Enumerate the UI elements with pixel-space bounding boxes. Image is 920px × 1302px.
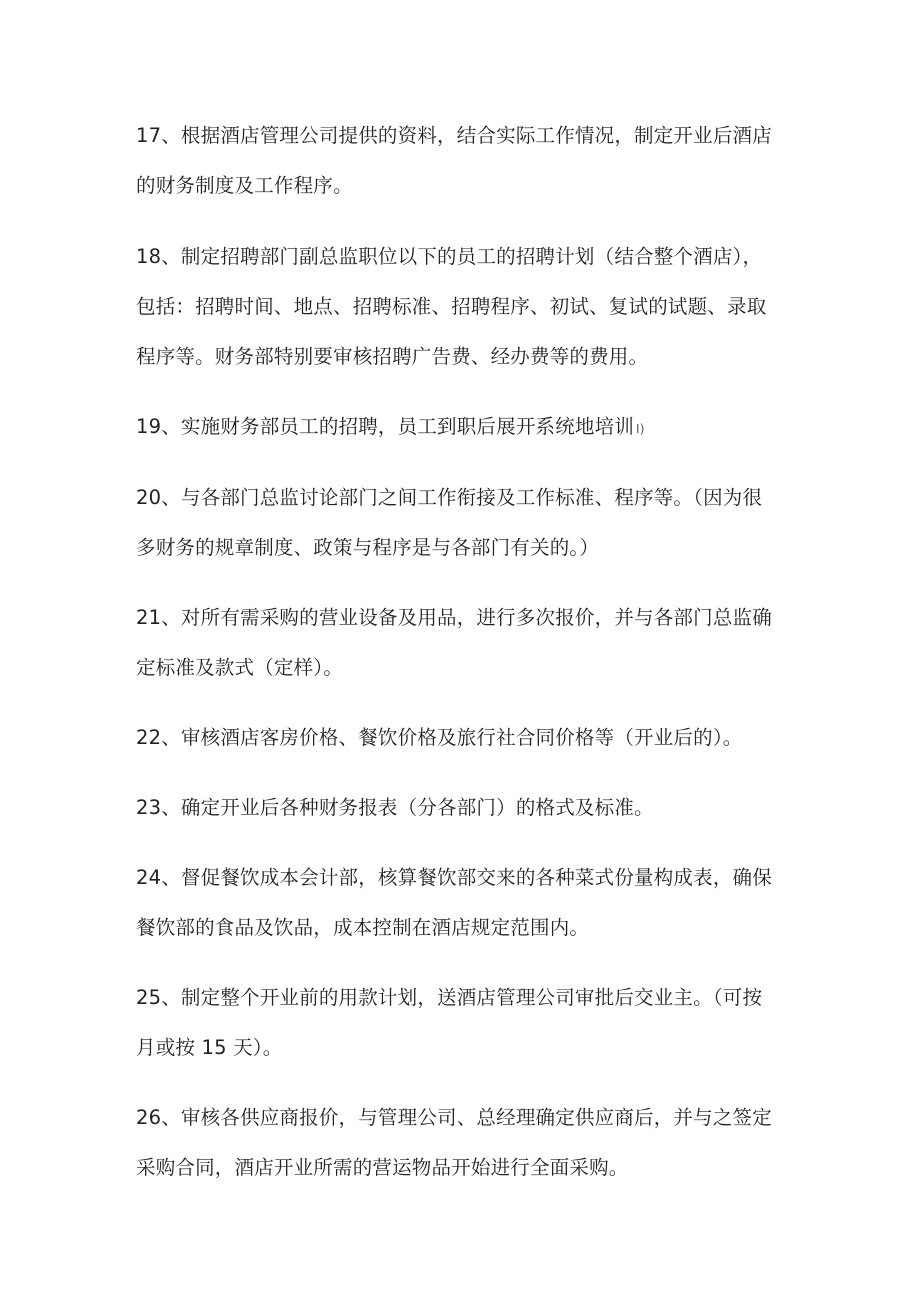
item-25-line-2: 月或按 15 天）。 [136,1036,283,1059]
item-21-line-1: 21、对所有需采购的营业设备及用品，进行多次报价，并与各部门总监确 [136,606,772,629]
item-23 [136,783,788,833]
item-19-trailing-mark: I) [636,422,645,436]
item-26-line-2: 采购合同，酒店开业所需的营运物品开始进行全面采购。 [136,1156,629,1179]
item-24 [136,853,788,953]
item-18-line-3: 程序等。财务部特别要审核招聘广告费、经办费等的费用。 [136,345,649,368]
item-20-line-1: 20、与各部门总监讨论部门之间工作衔接及工作标准、程序等。（因为很 [136,486,763,509]
item-19-text: 19、实施财务部员工的招聘，员工到职后展开系统地培训 [136,415,635,438]
item-18 [136,232,788,382]
item-21-line-2: 定标准及款式（定样）。 [136,656,343,679]
item-17-line-1: 17、根据酒店管理公司提供的资料，结合实际工作情况，制定开业后酒店 [136,124,772,147]
item-21 [136,593,788,693]
item-26 [136,1093,788,1193]
item-24-line-2: 餐饮部的食品及饮品，成本控制在酒店规定范围内。 [136,916,590,939]
item-25-line-1: 25、制定整个开业前的用款计划，送酒店管理公司审批后交业主。（可按 [136,986,763,1009]
item-19-line-1 [136,402,788,452]
item-20 [136,473,788,573]
item-17 [136,111,788,211]
item-26-line-1: 26、审核各供应商报价，与管理公司、总经理确定供应商后，并与之签定 [136,1106,772,1129]
item-18-line-2: 包括：招聘时间、地点、招聘标准、招聘程序、初试、复试的试题、录取 [136,295,767,318]
item-17-line-2: 的财务制度及工作程序。 [136,174,353,197]
item-22 [136,713,788,763]
item-23-line-1: 23、确定开业后各种财务报表（分各部门）的格式及标准。 [136,796,654,819]
item-20-line-2: 多财务的规章制度、政策与程序是与各部门有关的。） [136,536,600,559]
item-18-line-1: 18、制定招聘部门副总监职位以下的员工的招聘计划（结合整个酒店）， [136,245,763,268]
item-22-line-1: 22、审核酒店客房价格、餐饮价格及旅行社合同价格等（开业后的）。 [136,726,743,749]
item-19 [136,402,788,452]
item-24-line-1: 24、督促餐饮成本会计部，核算餐饮部交来的各种菜式份量构成表，确保 [136,866,772,889]
item-25 [136,973,788,1073]
